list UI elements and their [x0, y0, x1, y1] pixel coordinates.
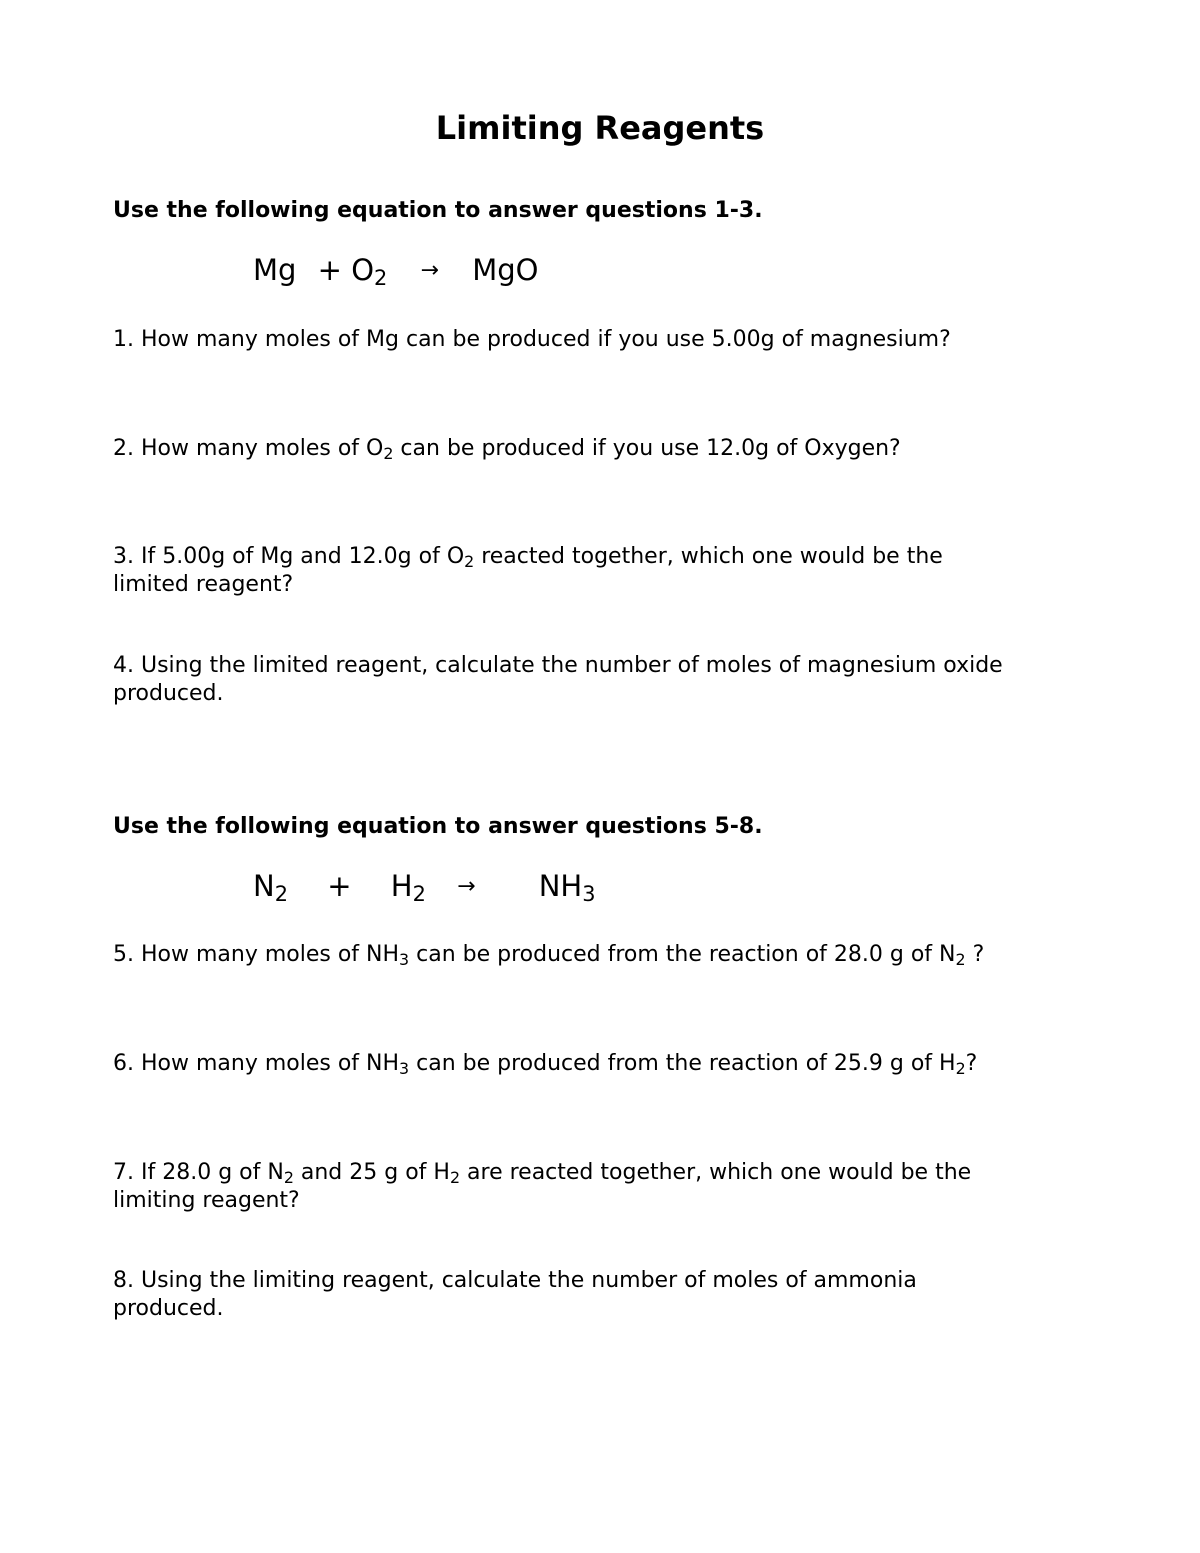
equation-1-plus: + [317, 253, 342, 287]
equation-1 [253, 252, 538, 292]
equation-1-product-mgo: MgO [472, 253, 539, 287]
section2-instruction: Use the following equation to answer questions 5-8. [113, 814, 763, 839]
equation-2-plus: + [327, 869, 352, 903]
equation-2-product-nh3: $NH_3$ [538, 869, 596, 907]
question-4: 4. Using the limited reagent, calculate the number of moles of magnesium oxide produced. [113, 653, 1003, 706]
equation-2-reactant-n2: $N_2$ [253, 869, 288, 907]
equation-2-reactant-h2: $H_2$ [390, 869, 426, 907]
question-2: 2. How many moles of $O_2$ can be produced if you use 12.0g of Oxygen? [113, 436, 901, 463]
question-6: 6. How many moles of $NH_3$ can be produced from the reaction of 25.9 g of $H_2$? [113, 1051, 978, 1078]
reaction-arrow: → [457, 874, 476, 899]
equation-2 [253, 868, 596, 908]
question-5: 5. How many moles of $NH_3$ can be produced from the reaction of 28.0 g of $N_2$ ? [113, 942, 985, 969]
question-7: 7. If 28.0 g of $N_2$ and 25 g of $H_2$ are reacted together, which one would be the limiting reagent? [113, 1160, 972, 1213]
equation-1-reactant-mg: Mg [253, 253, 297, 287]
equation-1-reactant-o2: $O_2$ [351, 253, 388, 291]
page-title: Limiting Reagents [435, 109, 765, 147]
question-1: 1. How many moles of Mg can be produced if you use 5.00g of magnesium? [113, 327, 951, 352]
question-8: 8. Using the limiting reagent, calculate the number of moles of ammonia produced. [113, 1268, 917, 1321]
reaction-arrow: → [420, 258, 439, 283]
section1-instruction: Use the following equation to answer questions 1-3. [113, 198, 763, 223]
question-3: 3. If 5.00g of Mg and 12.0g of $O_2$ reacted together, which one would be the limited reagent? [113, 544, 943, 597]
